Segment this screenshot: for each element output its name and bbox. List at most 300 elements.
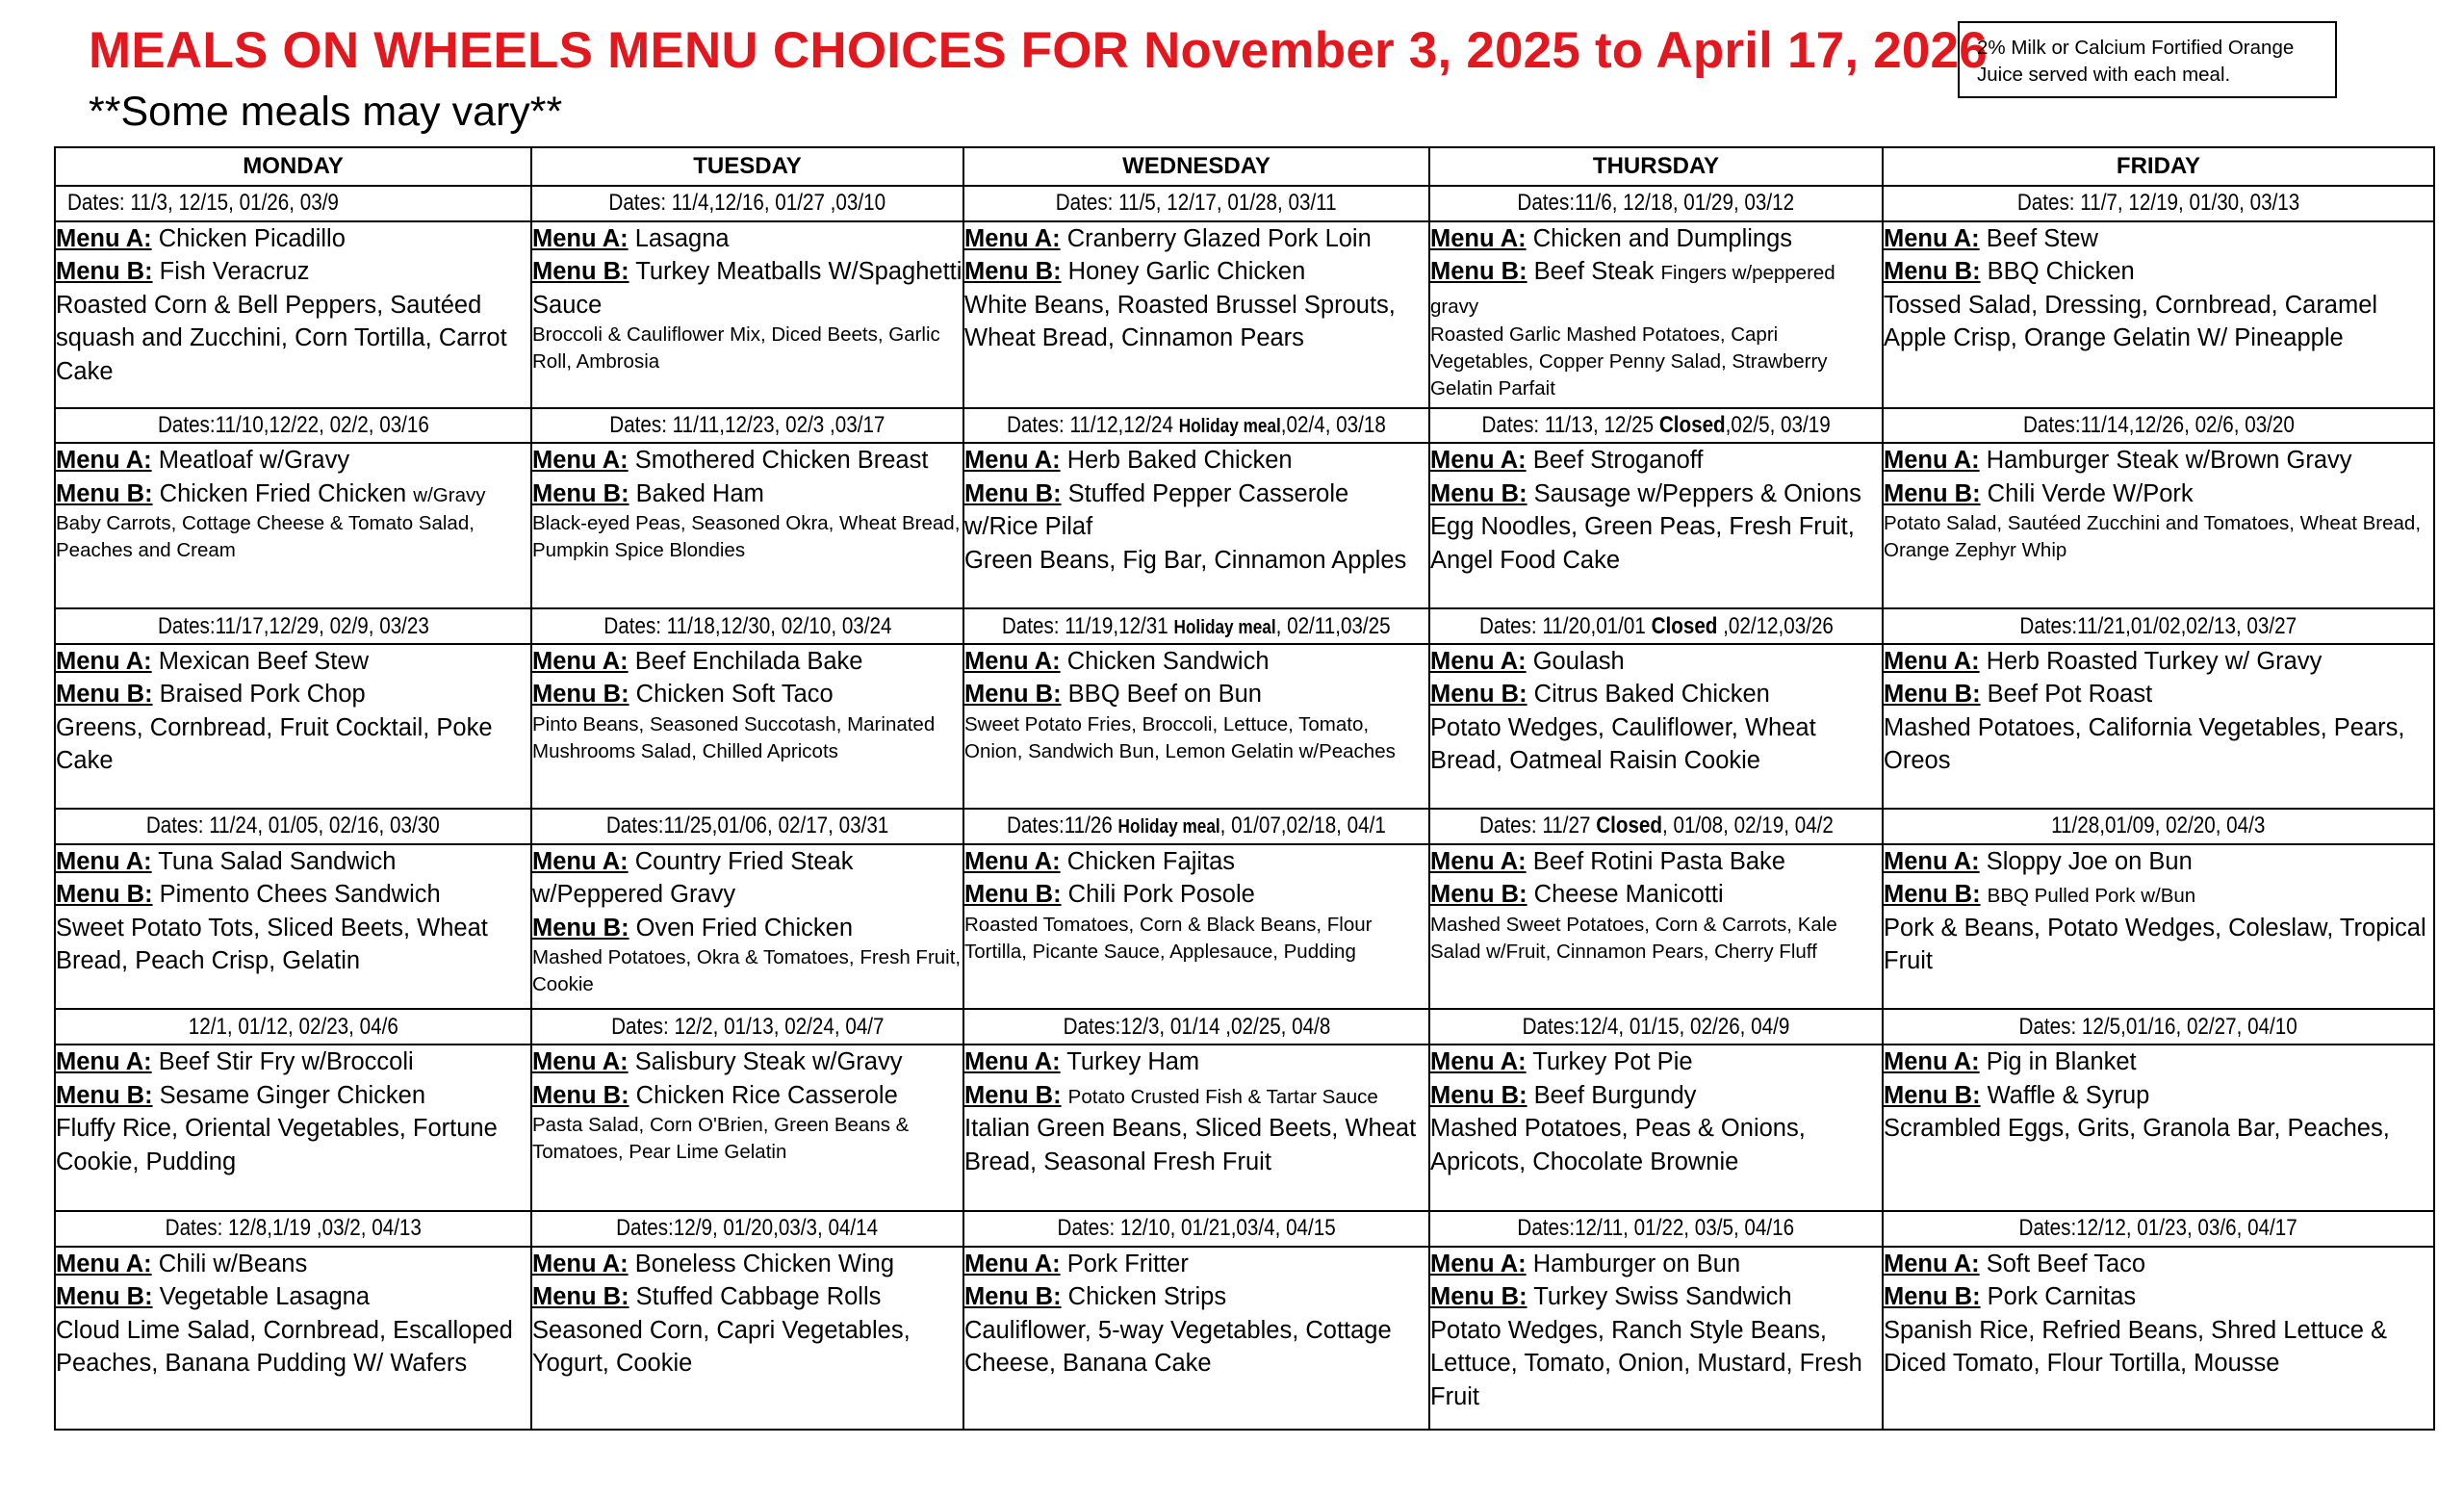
dates-cell-wednesday [963, 408, 1429, 444]
menu-b-item: Cheese Manicotti [1533, 881, 1724, 908]
meal-cell-thursday [1429, 844, 1883, 1010]
sides-line: Potato Wedges, Ranch Style Beans, Lettuce, Tomato, Onion, Mustard, Fresh Fruit [1430, 1316, 1862, 1410]
menu-b-line [56, 678, 530, 711]
sides-line: Mashed Potatoes, Peas & Onions, Apricots, Chocolate Brownie [1430, 1115, 1806, 1175]
dates-text: Dates: 11/4,12/16, 01/27 ,03/10 [608, 190, 886, 217]
menu-table [54, 146, 2435, 1431]
dates-text: Dates: 11/18,12/30, 02/10, 03/24 [603, 612, 892, 639]
menu-a-label: Menu A: [1430, 647, 1527, 675]
meal-cell-tuesday [531, 443, 963, 608]
menu-a-label: Menu A: [964, 1048, 1061, 1076]
menu-b-label: Menu B: [964, 1283, 1062, 1311]
menu-b-item: Stuffed Cabbage Rolls [635, 1283, 882, 1311]
menu-a-label: Menu A: [1884, 1048, 1980, 1076]
menu-b-line [964, 1079, 1428, 1113]
menu-a-label: Menu A: [964, 1250, 1061, 1277]
meal-cell-tuesday [531, 1045, 963, 1211]
menu-b-label: Menu B: [1884, 479, 1981, 507]
dates-text: 12/1, 01/12, 02/23, 04/6 [188, 1013, 398, 1040]
dates-cell-tuesday [531, 186, 963, 221]
menu-a-item: Chicken Fajitas [1066, 847, 1236, 875]
dates-cell-tuesday [531, 1211, 963, 1247]
menu-a-label: Menu A: [1430, 1048, 1527, 1076]
dates-cell-wednesday [963, 1009, 1429, 1045]
menu-a-item: Chicken Sandwich [1066, 647, 1270, 675]
sides-line: Potato Salad, Sautéed Zucchini and Tomatoes, Wheat Bread, Orange Zephyr Whip [1884, 512, 2422, 562]
menu-a-item: Tuna Salad Sandwich [158, 847, 397, 875]
menu-b-item: BBQ Chicken [1987, 258, 2135, 286]
menu-a-line [532, 222, 962, 256]
meals-row [55, 443, 2434, 608]
menu-b-extra: Fingers w/peppered gravy [1430, 262, 1835, 318]
menu-a-line [964, 444, 1428, 477]
sides-line: Seasoned Corn, Capri Vegetables, Yogurt, Cookie [532, 1316, 911, 1378]
dates-cell-monday [55, 408, 531, 444]
menu-a-line [964, 222, 1428, 256]
dates-cell-thursday [1429, 408, 1883, 444]
menu-a-label: Menu A: [56, 847, 152, 875]
menu-b-label: Menu B: [1430, 258, 1527, 286]
meal-cell-wednesday [963, 644, 1429, 809]
menu-b-label: Menu B: [1430, 1283, 1527, 1311]
holiday-label: Holiday meal [1117, 816, 1220, 838]
menu-b-label: Menu B: [56, 1283, 153, 1311]
menu-a-line [964, 1045, 1428, 1079]
menu-a-line [1884, 444, 2433, 477]
sides-line: Cauliflower, 5-way Vegetables, Cottage Cheese, Banana Cake [964, 1316, 1392, 1378]
menu-b-item: Chicken Fried Chicken [159, 479, 407, 507]
menu-a-item: Goulash [1532, 647, 1625, 675]
menu-a-label: Menu A: [1430, 224, 1527, 252]
meal-cell-monday [55, 221, 531, 408]
menu-a-line [1430, 222, 1882, 256]
dates-cell-tuesday [531, 809, 963, 844]
meal-cell-thursday [1429, 644, 1883, 809]
dates-text: Dates: 11/11,12/23, 02/3 ,03/17 [609, 411, 886, 438]
dates-text: Dates:12/4, 01/15, 02/26, 04/9 [1522, 1013, 1790, 1040]
menu-a-label: Menu A: [964, 447, 1061, 475]
menu-a-label: Menu A: [56, 224, 152, 252]
menu-a-item: Lasagna [634, 224, 730, 252]
menu-b-extra: w/Gravy [413, 483, 486, 506]
menu-b-line [1884, 1079, 2433, 1113]
menu-a-item: Hamburger Steak w/Brown Gravy [1986, 447, 2352, 475]
menu-a-label: Menu A: [964, 647, 1061, 675]
menu-b-line [56, 878, 530, 912]
menu-b-item: Beef Burgundy [1533, 1081, 1697, 1109]
menu-a-line [56, 444, 530, 477]
menu-a-line [1430, 1248, 1882, 1281]
meal-cell-friday [1883, 221, 2434, 408]
menu-b-line [1884, 878, 2433, 912]
menu-a-line [532, 444, 962, 477]
dates-text: Dates: 11/13, 12/25 Closed,02/5, 03/19 [1481, 411, 1831, 438]
menu-a-label: Menu A: [532, 647, 629, 675]
menu-b-line [1884, 255, 2433, 289]
sides-line: Pasta Salad, Corn O'Brien, Green Beans & Tomatoes, Pear Lime Gelatin [532, 1114, 910, 1164]
sides-line: Mashed Potatoes, Okra & Tomatoes, Fresh Fruit, Cookie [532, 946, 962, 995]
menu-b-line [56, 255, 530, 289]
dates-cell-monday [55, 809, 531, 844]
sides-line: Spanish Rice, Refried Beans, Shred Lettuce & Diced Tomato, Flour Tortilla, Mousse [1884, 1316, 2388, 1378]
dates-row [55, 608, 2434, 644]
menu-b-label: Menu B: [1884, 1283, 1981, 1311]
menu-a-label: Menu A: [1884, 647, 1980, 675]
dates-cell-thursday [1429, 186, 1883, 221]
menu-b-line [1430, 678, 1882, 711]
menu-b-label: Menu B: [1884, 1081, 1981, 1109]
menu-b-label: Menu B: [532, 1283, 629, 1311]
menu-b-label: Menu B: [532, 681, 629, 709]
menu-b-label: Menu B: [1430, 881, 1527, 908]
meal-cell-friday [1883, 1045, 2434, 1211]
sides-line: Potato Wedges, Cauliflower, Wheat Bread, Oatmeal Raisin Cookie [1430, 713, 1816, 775]
menu-b-label: Menu B: [964, 479, 1062, 507]
menu-a-item: Hamburger on Bun [1532, 1250, 1741, 1277]
dates-row [55, 408, 2434, 444]
dates-cell-friday [1883, 809, 2434, 844]
closed-label: Closed [1651, 612, 1717, 639]
meal-cell-friday [1883, 443, 2434, 608]
menu-a-line [964, 645, 1428, 679]
menu-b-item: Chicken Rice Casserole [635, 1081, 898, 1109]
dates-text: Dates:11/25,01/06, 02/17, 03/31 [605, 812, 889, 839]
menu-b-label: Menu B: [532, 479, 629, 507]
dates-cell-tuesday [531, 1009, 963, 1045]
dates-row [55, 809, 2434, 844]
meal-cell-wednesday [963, 221, 1429, 408]
menu-b-item: Oven Fried Chicken [635, 914, 854, 941]
menu-b-item: Honey Garlic Chicken [1067, 258, 1306, 286]
menu-b-line [1430, 1280, 1882, 1314]
menu-a-item: Cranberry Glazed Pork Loin [1066, 224, 1372, 252]
meal-cell-tuesday [531, 221, 963, 408]
menu-b-line [1430, 1079, 1882, 1113]
dates-text: Dates:12/9, 01/20,03/3, 04/14 [616, 1215, 879, 1242]
menu-b-item: Chicken Strips [1067, 1283, 1227, 1311]
dates-text: Dates: 11/12,12/24 Holiday meal,02/4, 03/18 [1007, 411, 1386, 438]
menu-a-label: Menu A: [1884, 447, 1980, 475]
sides-line: Italian Green Beans, Sliced Beets, Wheat Bread, Seasonal Fresh Fruit [964, 1115, 1417, 1175]
menu-b-line [964, 678, 1428, 711]
menu-a-item: Chili w/Beans [158, 1250, 308, 1277]
dates-text: Dates: 11/7, 12/19, 01/30, 03/13 [2016, 190, 2300, 217]
menu-a-item: Chicken and Dumplings [1532, 224, 1793, 252]
menu-a-item: Turkey Ham [1066, 1048, 1200, 1076]
dates-cell-tuesday [531, 608, 963, 644]
meals-row [55, 221, 2434, 408]
menu-b-label: Menu B: [56, 1081, 153, 1109]
dates-text: Dates: 12/2, 01/13, 02/24, 04/7 [610, 1013, 885, 1040]
menu-a-line [1884, 645, 2433, 679]
day-header-thursday: THURSDAY [1429, 147, 1883, 186]
menu-a-label: Menu A: [532, 1048, 629, 1076]
meals-row [55, 1045, 2434, 1211]
menu-a-label: Menu A: [1430, 847, 1527, 875]
menu-b-label: Menu B: [56, 258, 153, 286]
menu-a-line [1884, 1248, 2433, 1281]
day-header-friday: FRIDAY [1883, 147, 2434, 186]
menu-b-label: Menu B: [532, 258, 629, 286]
menu-b-item: Stuffed Pepper Casserole w/Rice Pilaf [964, 479, 1349, 541]
menu-b-line [1430, 878, 1882, 912]
menu-b-item: Vegetable Lasagna [159, 1283, 371, 1311]
menu-a-label: Menu A: [532, 847, 629, 875]
meal-cell-monday [55, 443, 531, 608]
dates-text: Dates: 12/10, 01/21,03/4, 04/15 [1057, 1215, 1336, 1242]
meal-cell-thursday [1429, 1247, 1883, 1430]
meals-row [55, 644, 2434, 809]
dates-cell-monday [55, 608, 531, 644]
menu-a-line [1430, 845, 1882, 879]
menu-b-item: Potato Crusted Fish & Tartar Sauce [1067, 1085, 1378, 1108]
dates-cell-thursday [1429, 809, 1883, 844]
dates-cell-monday [55, 1009, 531, 1045]
menu-a-label: Menu A: [56, 1250, 152, 1277]
dates-text: Dates:11/26 Holiday meal, 01/07,02/18, 04/1 [1007, 812, 1386, 839]
menu-a-item: Pig in Blanket [1986, 1048, 2137, 1076]
menu-a-label: Menu A: [1430, 1250, 1527, 1277]
menu-a-item: Beef Stir Fry w/Broccoli [158, 1048, 414, 1076]
menu-a-item: Soft Beef Taco [1986, 1250, 2146, 1277]
dates-text: 11/28,01/09, 02/20, 04/3 [2051, 812, 2266, 839]
menu-a-line [56, 1248, 530, 1281]
meal-cell-thursday [1429, 1045, 1883, 1211]
dates-text: Dates: 11/20,01/01 Closed ,02/12,03/26 [1478, 612, 1834, 639]
dates-cell-wednesday [963, 809, 1429, 844]
menu-b-line [56, 1280, 530, 1314]
menu-a-item: Herb Baked Chicken [1066, 447, 1293, 475]
menu-a-line [532, 1045, 962, 1079]
menu-b-label: Menu B: [532, 1081, 629, 1109]
sides-line: Scrambled Eggs, Grits, Granola Bar, Peaches, [1884, 1115, 2390, 1143]
dates-text: Dates: 11/19,12/31 Holiday meal, 02/11,03/25 [1002, 612, 1391, 639]
menu-a-label: Menu A: [964, 847, 1061, 875]
menu-b-line [532, 477, 962, 511]
meal-cell-friday [1883, 844, 2434, 1010]
menu-b-item: Pimento Chees Sandwich [159, 881, 441, 908]
dates-text: Dates: 11/27 Closed, 01/08, 02/19, 04/2 [1478, 812, 1834, 839]
menu-b-label: Menu B: [964, 681, 1062, 709]
sides-line: Sweet Potato Fries, Broccoli, Lettuce, Tomato, Onion, Sandwich Bun, Lemon Gelatin w/Peaches [964, 712, 1396, 762]
menu-a-line [1430, 1045, 1882, 1079]
dates-row [55, 186, 2434, 221]
menu-b-item: Chicken Soft Taco [635, 681, 834, 709]
meal-cell-wednesday [963, 1045, 1429, 1211]
dates-text: Dates: 11/24, 01/05, 02/16, 03/30 [146, 812, 440, 839]
dates-text: Dates:12/12, 01/23, 03/6, 04/17 [2018, 1215, 2298, 1242]
day-header-wednesday: WEDNESDAY [963, 147, 1429, 186]
menu-a-label: Menu A: [532, 224, 629, 252]
day-header-tuesday: TUESDAY [531, 147, 963, 186]
dates-text: Dates: 11/5, 12/17, 01/28, 03/11 [1056, 190, 1337, 217]
page-subtitle: **Some meals may vary** [89, 89, 563, 135]
sides-line: Pork & Beans, Potato Wedges, Coleslaw, Tropical Fruit [1884, 914, 2426, 974]
menu-b-item: Sausage w/Peppers & Onions [1533, 479, 1861, 507]
sides-line: Tossed Salad, Dressing, Cornbread, Caramel Apple Crisp, Orange Gelatin W/ Pineapple [1884, 291, 2378, 352]
sides-line: Pinto Beans, Seasoned Succotash, Marinated Mushrooms Salad, Chilled Apricots [532, 712, 936, 762]
meal-cell-friday [1883, 1247, 2434, 1430]
sides-line: White Beans, Roasted Brussel Sprouts, Wheat Bread, Cinnamon Pears [964, 291, 1396, 352]
sides-line: Sweet Potato Tots, Sliced Beets, Wheat Bread, Peach Crisp, Gelatin [56, 914, 488, 974]
menu-b-item: Pork Carnitas [1987, 1283, 2137, 1311]
menu-b-label: Menu B: [1884, 258, 1981, 286]
menu-b-label: Menu B: [532, 914, 629, 941]
dates-cell-friday [1883, 608, 2434, 644]
menu-b-item: Waffle & Syrup [1987, 1081, 2150, 1109]
menu-a-item: Sloppy Joe on Bun [1986, 847, 2193, 875]
menu-b-item: BBQ Beef on Bun [1067, 681, 1262, 709]
dates-cell-monday [55, 1211, 531, 1247]
menu-b-line [532, 1280, 962, 1314]
dates-cell-thursday [1429, 1211, 1883, 1247]
menu-b-label: Menu B: [1430, 681, 1527, 709]
dates-text: Dates: 12/8,1/19 ,03/2, 04/13 [165, 1215, 422, 1242]
menu-a-line [1430, 444, 1882, 477]
menu-b-label: Menu B: [964, 258, 1062, 286]
menu-b-item: Citrus Baked Chicken [1533, 681, 1770, 709]
sides-line: Cloud Lime Salad, Cornbread, Escalloped Peaches, Banana Pudding W/ Wafers [56, 1316, 513, 1378]
meal-cell-thursday [1429, 443, 1883, 608]
menu-b-item: Braised Pork Chop [159, 681, 366, 709]
dates-text: Dates:11/21,01/02,02/13, 03/27 [2019, 612, 2297, 639]
menu-a-item: Beef Enchilada Bake [634, 647, 863, 675]
menu-a-item: Smothered Chicken Breast [634, 447, 929, 475]
dates-cell-tuesday [531, 408, 963, 444]
sides-line: Roasted Tomatoes, Corn & Black Beans, Flour Tortilla, Picante Sauce, Applesauce, Pudding [964, 913, 1373, 963]
menu-b-item: BBQ Pulled Pork w/Bun [1987, 885, 2196, 907]
meal-cell-tuesday [531, 644, 963, 809]
meals-row [55, 844, 2434, 1010]
meal-cell-wednesday [963, 1247, 1429, 1430]
menu-b-item: Beef Pot Roast [1987, 681, 2153, 709]
menu-a-item: Beef Stroganoff [1532, 447, 1704, 475]
sides-line: Baby Carrots, Cottage Cheese & Tomato Salad, Peaches and Cream [56, 512, 475, 562]
menu-a-label: Menu A: [964, 224, 1061, 252]
dates-cell-thursday [1429, 1009, 1883, 1045]
milk-note-box: 2% Milk or Calcium Fortified Orange Juice served with each meal. [1958, 21, 2337, 98]
menu-a-label: Menu A: [1884, 1250, 1980, 1277]
menu-a-item: Mexican Beef Stew [158, 647, 369, 675]
menu-b-line [532, 912, 962, 945]
dates-text: Dates:12/11, 01/22, 03/5, 04/16 [1517, 1215, 1795, 1242]
meals-row [55, 1247, 2434, 1430]
holiday-label: Holiday meal [1178, 415, 1281, 437]
menu-b-line [1884, 1280, 2433, 1314]
menu-a-line [1884, 845, 2433, 879]
menu-a-line [56, 222, 530, 256]
menu-a-label: Menu A: [56, 447, 152, 475]
menu-a-label: Menu A: [1430, 447, 1527, 475]
dates-cell-wednesday [963, 1211, 1429, 1247]
day-header-monday: MONDAY [55, 147, 531, 186]
menu-a-line [1884, 222, 2433, 256]
menu-a-line [964, 845, 1428, 879]
meal-cell-thursday [1429, 221, 1883, 408]
menu-b-line [56, 1079, 530, 1113]
menu-b-line [532, 255, 962, 322]
menu-b-label: Menu B: [1430, 1081, 1527, 1109]
dates-cell-thursday [1429, 608, 1883, 644]
menu-b-item: Beef Steak [1533, 258, 1655, 286]
closed-label: Closed [1658, 411, 1726, 438]
dates-text: Dates: 12/5,01/16, 02/27, 04/10 [2018, 1013, 2298, 1040]
closed-label: Closed [1595, 812, 1662, 839]
menu-b-label: Menu B: [56, 479, 153, 507]
menu-b-item: Sesame Ginger Chicken [159, 1081, 426, 1109]
menu-b-label: Menu B: [964, 881, 1062, 908]
menu-b-item: Turkey Swiss Sandwich [1533, 1283, 1792, 1311]
menu-b-line [964, 255, 1428, 289]
dates-cell-friday [1883, 1009, 2434, 1045]
menu-b-label: Menu B: [964, 1081, 1062, 1109]
dates-text: Dates:12/3, 01/14 ,02/25, 04/8 [1063, 1013, 1330, 1040]
menu-a-item: Salisbury Steak w/Gravy [634, 1048, 903, 1076]
menu-b-label: Menu B: [56, 681, 153, 709]
menu-b-item: Fish Veracruz [159, 258, 310, 286]
page-title: MEALS ON WHEELS MENU CHOICES FOR November 3, 2025 to April 17, 2026 [89, 22, 1988, 79]
menu-a-label: Menu A: [532, 447, 629, 475]
dates-text: Dates:11/6, 12/18, 01/29, 03/12 [1517, 190, 1795, 217]
menu-a-line [532, 845, 962, 912]
menu-a-line [56, 645, 530, 679]
sides-line: Roasted Garlic Mashed Potatoes, Capri Vegetables, Copper Penny Salad, Strawberry Gelatin Parfait [1430, 323, 1828, 400]
menu-a-line [1884, 1045, 2433, 1079]
menu-a-item: Pork Fritter [1066, 1250, 1189, 1277]
menu-b-line [964, 1280, 1428, 1314]
menu-a-line [532, 645, 962, 679]
sides-line: Green Beans, Fig Bar, Cinnamon Apples [964, 546, 1407, 574]
dates-cell-friday [1883, 1211, 2434, 1247]
meal-cell-tuesday [531, 1247, 963, 1430]
menu-a-item: Turkey Pot Pie [1532, 1048, 1693, 1076]
meal-cell-wednesday [963, 443, 1429, 608]
sides-line: Broccoli & Cauliflower Mix, Diced Beets, Garlic Roll, Ambrosia [532, 323, 940, 374]
sides-line: Fluffy Rice, Oriental Vegetables, Fortune Cookie, Pudding [56, 1115, 498, 1175]
dates-row [55, 1211, 2434, 1247]
meal-cell-monday [55, 1247, 531, 1430]
dates-cell-wednesday [963, 608, 1429, 644]
dates-cell-monday [55, 186, 531, 221]
meal-cell-friday [1883, 644, 2434, 809]
menu-b-line [1884, 477, 2433, 511]
menu-a-item: Chicken Picadillo [158, 224, 346, 252]
menu-b-line [1430, 477, 1882, 511]
menu-b-line [532, 1079, 962, 1113]
sides-line: Mashed Potatoes, California Vegetables, Pears, Oreos [1884, 713, 2405, 775]
menu-b-item: Chili Verde W/Pork [1987, 479, 2194, 507]
menu-b-label: Menu B: [56, 881, 153, 908]
menu-b-item: Baked Ham [635, 479, 764, 507]
menu-a-item: Meatloaf w/Gravy [158, 447, 350, 475]
menu-a-item: Beef Stew [1986, 224, 2098, 252]
dates-cell-friday [1883, 186, 2434, 221]
menu-b-label: Menu B: [1884, 681, 1981, 709]
menu-a-line [56, 1045, 530, 1079]
menu-b-line [532, 678, 962, 711]
sides-line: Egg Noodles, Green Peas, Fresh Fruit, Angel Food Cake [1430, 513, 1855, 574]
sides-line: Black-eyed Peas, Seasoned Okra, Wheat Bread, Pumpkin Spice Blondies [532, 512, 961, 562]
menu-b-line [964, 477, 1428, 544]
menu-b-item: Turkey Meatballs W/Spaghetti Sauce [532, 258, 962, 319]
sides-line: Roasted Corn & Bell Peppers, Sautéed squash and Zucchini, Corn Tortilla, Carrot Cake [56, 291, 507, 385]
menu-b-label: Menu B: [1430, 479, 1527, 507]
dates-text: Dates:11/10,12/22, 02/2, 03/16 [157, 411, 429, 438]
menu-a-line [964, 1248, 1428, 1281]
meal-cell-monday [55, 644, 531, 809]
dates-text: Dates: 11/3, 12/15, 01/26, 03/9 [67, 190, 339, 217]
dates-text: Dates:11/14,12/26, 02/6, 03/20 [2022, 411, 2295, 438]
